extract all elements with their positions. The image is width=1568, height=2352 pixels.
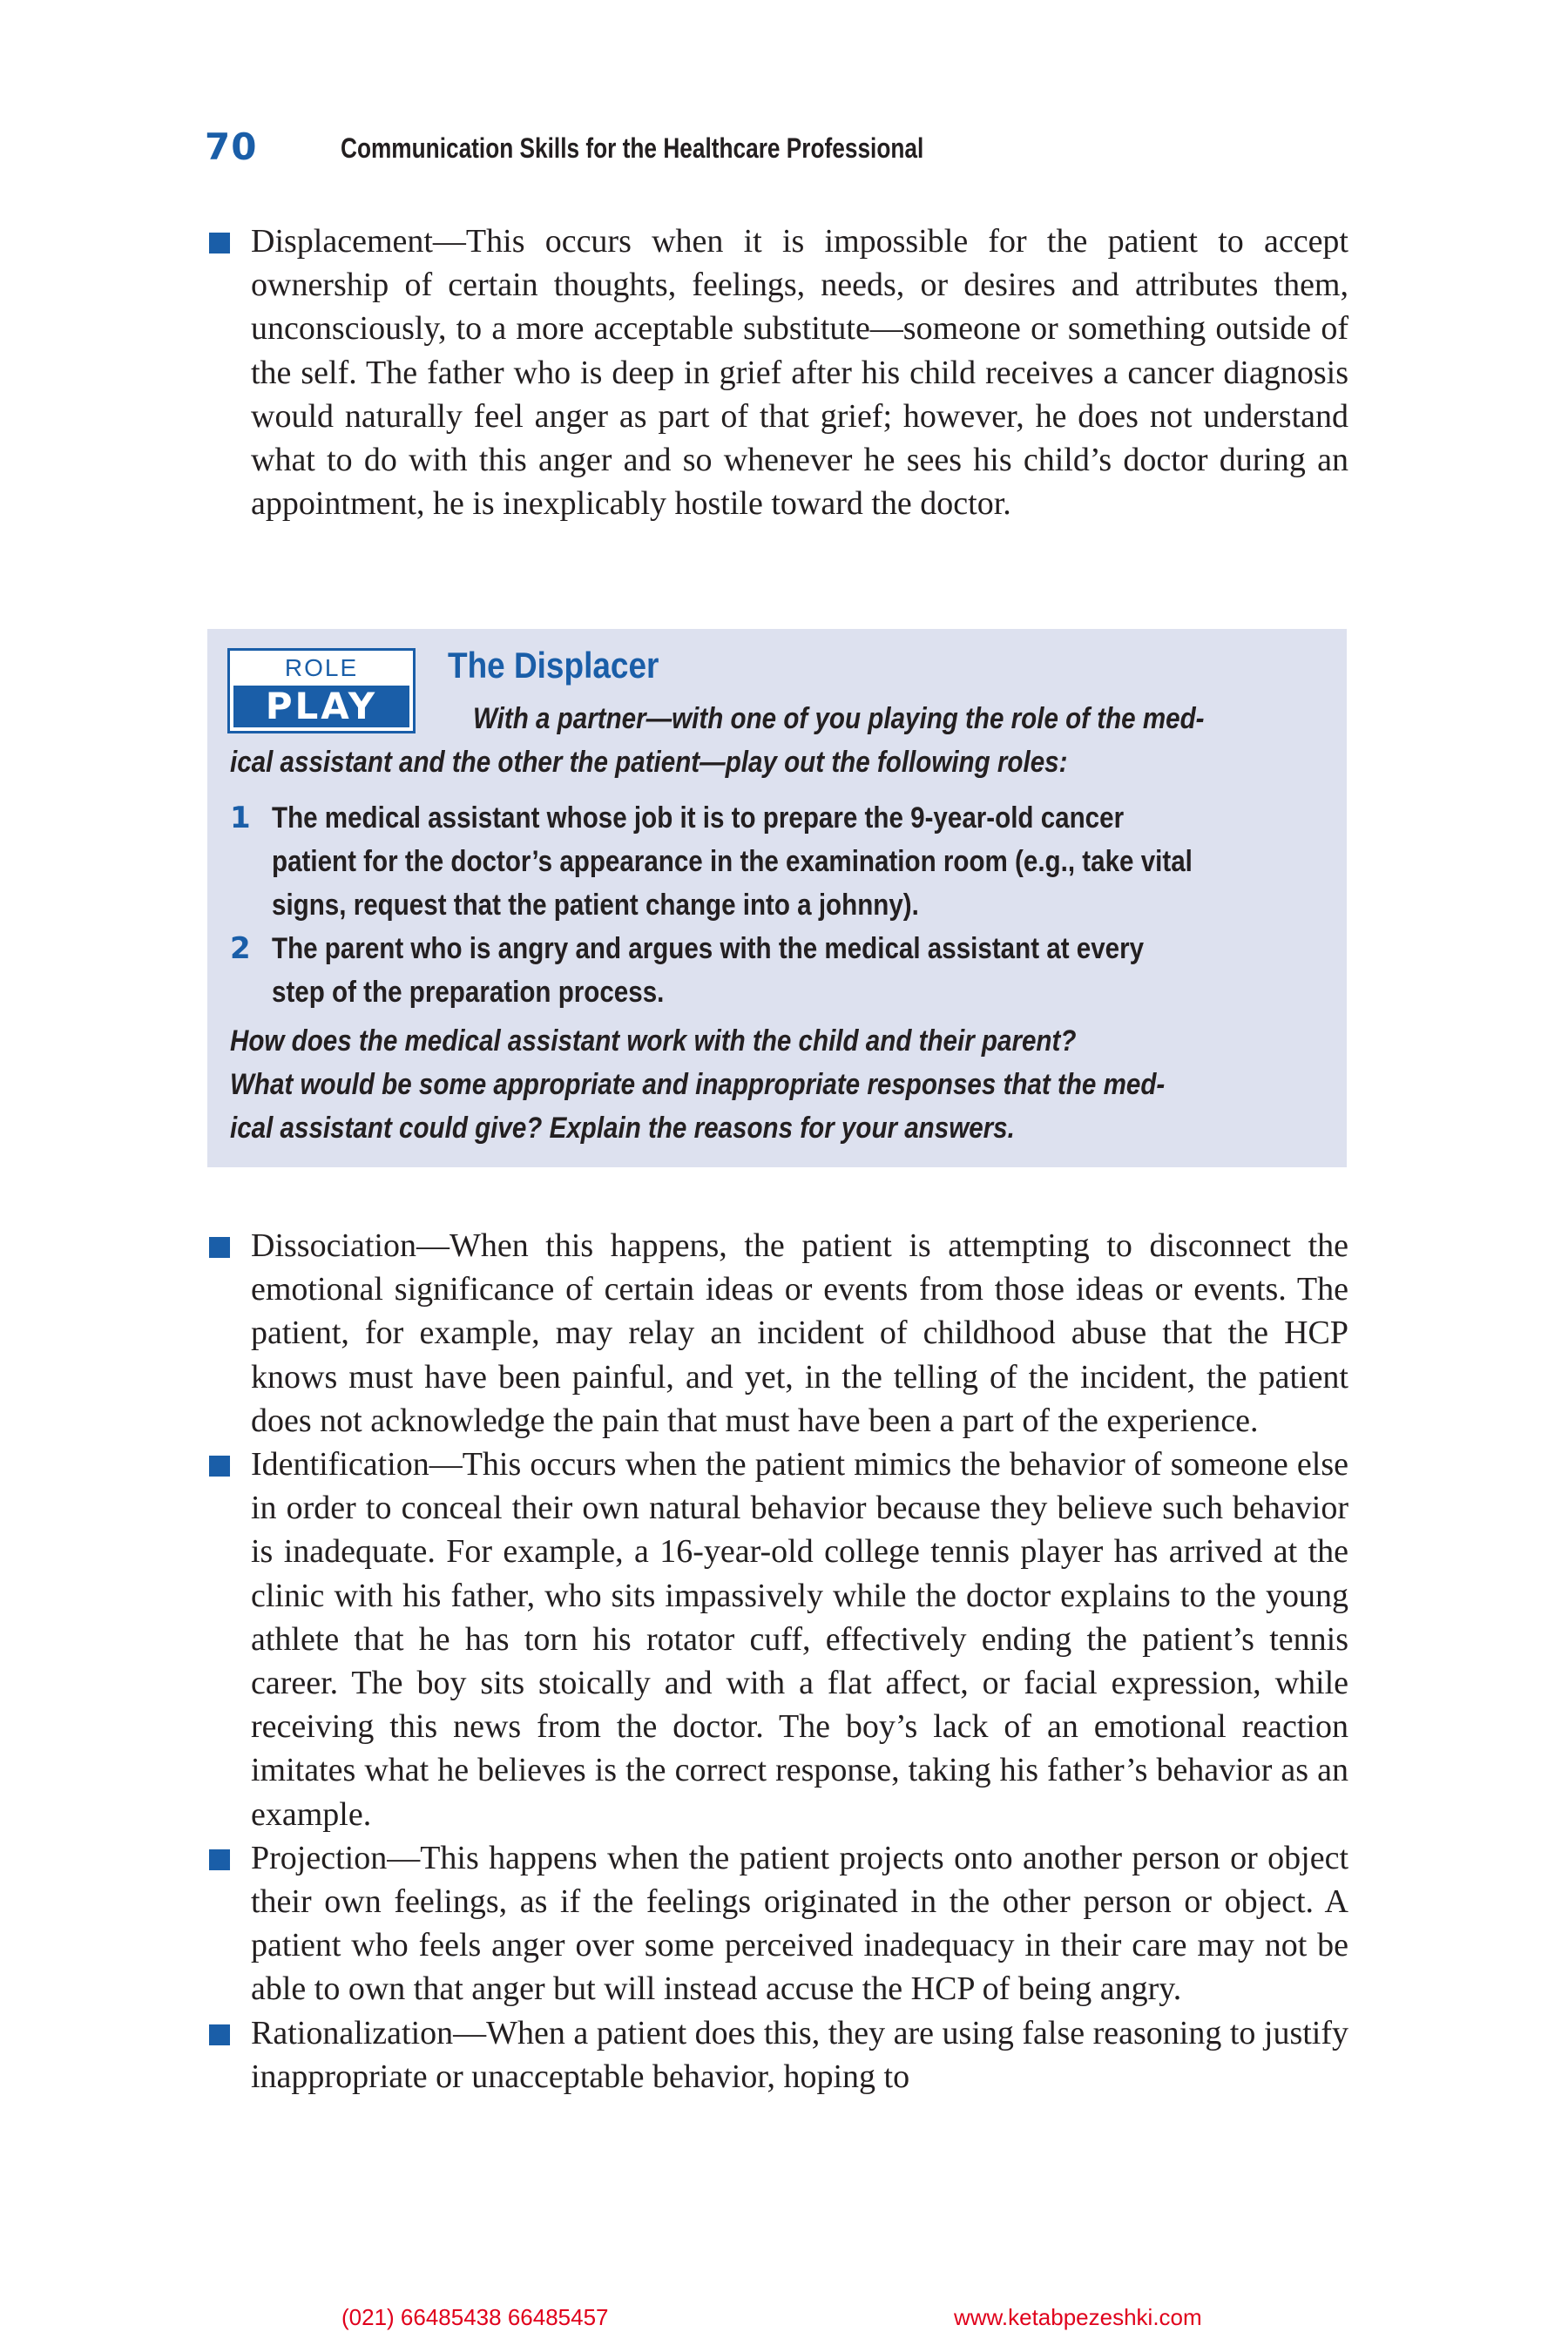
role-play-badge [227,648,416,733]
list-item-text: Projection—This happens when the patient projects onto another person or object their own feelings, as if the feelings originated in the other person or object. A patient who feels anger over some perceived inadequacy in their care may not be able to own that anger but will instead accuse the HCP of being angry. [251,1839,1348,2008]
role-play-item-number: 2 [230,931,251,966]
role-play-box [207,629,1347,1167]
role-play-intro-line-1: With a partner—with one of you playing the role of the med- [473,702,1205,735]
role-play-item [230,796,1336,927]
role-play-badge-top: ROLE [284,654,359,681]
bullet-list-top [207,220,1348,525]
list-item-identification [207,1443,1348,1836]
role-play-badge-bottom: PLAY [233,686,409,727]
list-item-text: Rationalization—When a patient does this, they are using false reasoning to justify inappropriate or unacceptable behavior, hoping to [251,2014,1349,2095]
square-bullet-icon [209,2024,230,2045]
list-item-projection [207,1836,1348,2011]
page-number: 70 [205,125,258,168]
list-item-displacement [207,220,1348,525]
footer-url: www.ketabpezeshki.com [954,2304,1202,2330]
list-item-text: Dissociation—When this happens, the patient is attempting to disconnect the emotional significance of certain ideas or events from those ideas or events. The patient, for example, may relay an incident of childhood abuse that the HCP knows must have been painful, and yet, in the telling of the incident, the patient does not acknowledge the pain that must have been a part of the experience. [251,1227,1348,1439]
list-item-text: Identification—This occurs when the patient mimics the behavior of someone else in order to conceal their own natural behavior because they believe such behavior is inadequate. For example, a 16-year-old college tennis player has arrived at the clinic with his father, who sits impassively while the doctor explains to the young athlete that he has torn his rotator cuff, effectively ending the patient’s tennis career. The boy sits stoically and with a flat affect, or facial expression, while receiving this news from the doctor. The boy’s lack of an emotional reaction imitates what he believes is the correct response, taking his father’s behavior as an example. [251,1446,1348,1833]
square-bullet-icon [209,233,230,253]
square-bullet-icon [209,1849,230,1870]
running-title: Communication Skills for the Healthcare Professional [341,132,924,164]
role-play-intro-line-2: ical assistant and the other the patient—play out the following roles: [230,746,1068,779]
square-bullet-icon [209,1237,230,1258]
square-bullet-icon [209,1456,230,1477]
bullet-list-bottom [207,1224,1348,2099]
role-play-question: How does the medical assistant work with the child and their parent? What would be some appropriate and inappropriate responses that the med- ical assistant could give? Explain the reasons for your answers. [230,1024,1166,1145]
list-item-text: Displacement—This occurs when it is impossible for the patient to accept ownership of certain thoughts, feelings, needs, or desires and attributes them, unconsciously, to a more acceptable substitute—someone or something outside of the self. The father who is deep in grief after his child receives a cancer diagnosis would naturally feel anger as part of that grief; however, he does not understand what to do with this anger and so whenever he sees his child’s doctor during an appointment, he is inexplicably hostile toward the doctor. [251,223,1348,523]
role-play-title: The Displacer [448,645,659,686]
role-play-item-number: 1 [230,801,251,835]
role-play-item [230,927,1336,1014]
list-item-dissociation [207,1224,1348,1443]
role-play-list [230,796,1336,1014]
footer-phone: (021) 66485438 66485457 [341,2304,609,2330]
role-play-item-text: The parent who is angry and argues with the medical assistant at every step of the preparation process. [272,932,1145,1009]
role-play-item-text: The medical assistant whose job it is to prepare the 9-year-old cancer patient for the doctor’s appearance in the examination room (e.g., take vital signs, request that the patient change into a johnny). [272,801,1193,922]
page-header [205,122,1424,174]
list-item-rationalization [207,2011,1348,2099]
